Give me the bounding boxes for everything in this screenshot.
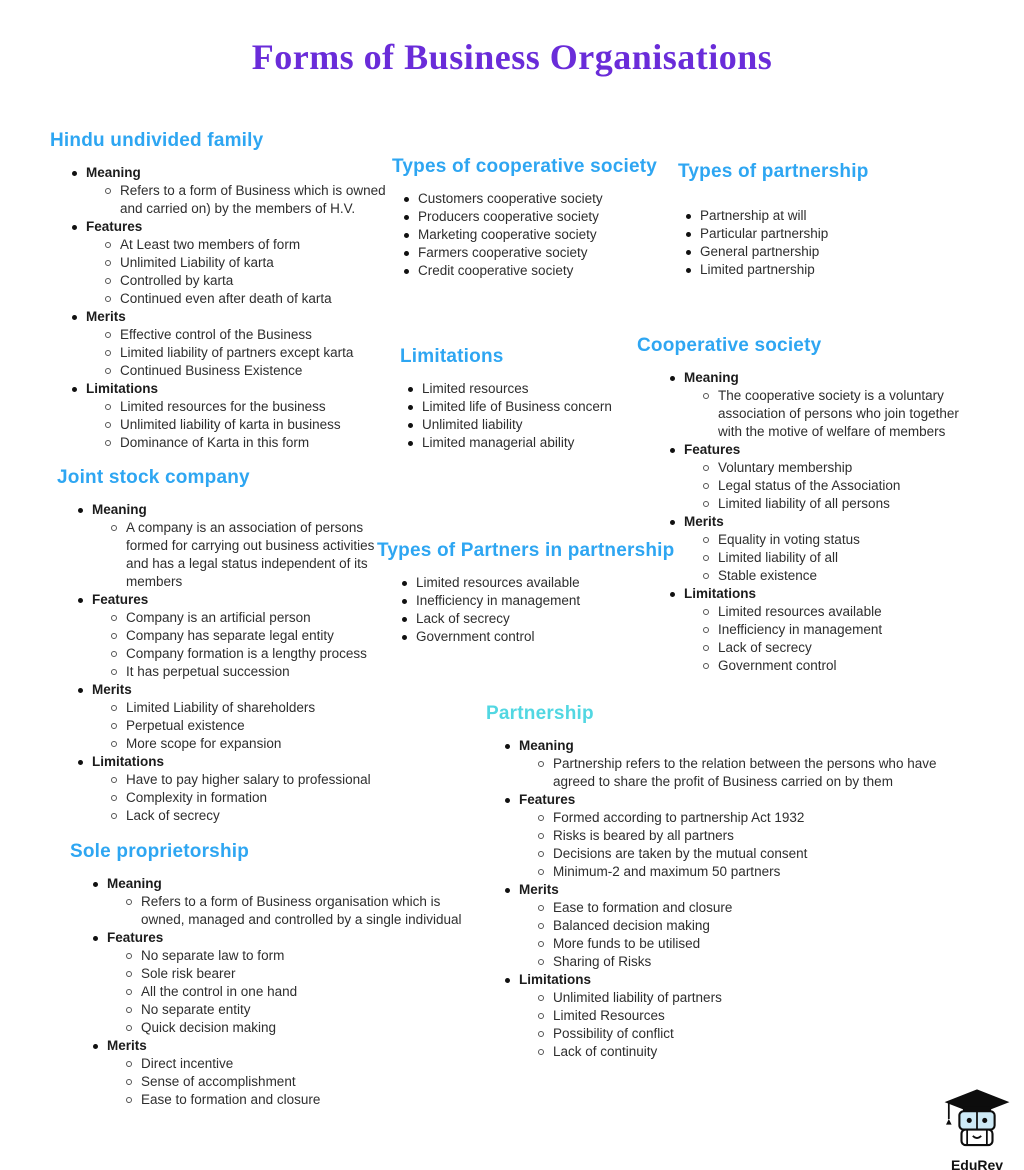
bullet-dot-icon	[686, 250, 691, 255]
sub-item	[505, 809, 976, 827]
open-circle-bullet-icon	[538, 959, 544, 965]
open-circle-bullet-icon	[703, 645, 709, 651]
open-circle-bullet-icon	[126, 953, 132, 959]
sub-item	[505, 1007, 976, 1025]
list-item	[404, 208, 692, 226]
section-heading: Cooperative society	[637, 335, 822, 356]
sub-item	[78, 663, 392, 681]
bullet-dot-icon	[408, 441, 413, 446]
bullet-dot-icon	[72, 225, 77, 230]
sub-item	[72, 434, 402, 452]
section-heading: Types of cooperative society	[392, 156, 658, 177]
sub-item	[505, 845, 976, 863]
bullet-dot-icon	[686, 232, 691, 237]
group-label-label: Meaning	[684, 370, 739, 385]
group-label-label: Limitations	[86, 381, 159, 396]
open-circle-bullet-icon	[126, 1097, 132, 1103]
sub-item-label: Sharing of Risks	[553, 954, 652, 969]
sub-item	[93, 1055, 470, 1073]
list-item-label: Customers cooperative society	[418, 191, 603, 206]
sub-item-label: Refers to a form of Business which is owned and carried on) by the members of H.V.	[120, 183, 386, 216]
sub-item-label: Unlimited Liability of karta	[120, 255, 274, 270]
sub-item	[72, 416, 402, 434]
open-circle-bullet-icon	[538, 815, 544, 821]
open-circle-bullet-icon	[105, 332, 111, 338]
sub-item-label: Limited Resources	[553, 1008, 665, 1023]
list-item-label: Inefficiency in management	[416, 593, 581, 608]
open-circle-bullet-icon	[538, 833, 544, 839]
bullet-dot-icon	[670, 376, 675, 381]
group-label-label: Limitations	[92, 754, 165, 769]
sub-item-label: Complexity in formation	[126, 790, 268, 805]
bullet-dot-icon	[78, 508, 83, 513]
section-sole-proprietorship	[70, 841, 470, 1109]
list-item-label: Lack of secrecy	[416, 611, 510, 626]
sub-item	[505, 1043, 976, 1061]
sub-item	[505, 863, 976, 881]
bullet-dot-icon	[93, 882, 98, 887]
open-circle-bullet-icon	[538, 1013, 544, 1019]
sub-item-label: Dominance of Karta in this form	[120, 435, 310, 450]
section-types-of-cooperative-society	[392, 156, 692, 280]
open-circle-bullet-icon	[105, 188, 111, 194]
list-item	[686, 243, 958, 261]
sub-item-label: Continued even after death of karta	[120, 291, 332, 306]
bullet-dot-icon	[404, 197, 409, 202]
section-hindu-undivided-family	[50, 130, 402, 452]
list-item-label: Unlimited liability	[422, 417, 523, 432]
sub-item	[72, 362, 402, 380]
sub-item	[505, 989, 976, 1007]
sub-item-label: Limited liability of all persons	[718, 496, 890, 511]
sub-item	[93, 1073, 470, 1091]
sub-item	[78, 609, 392, 627]
group-label	[670, 513, 972, 531]
section-content	[392, 190, 692, 280]
group-label-label: Merits	[684, 514, 724, 529]
sub-item-label: A company is an association of persons formed for carrying out business activities and has a legal status independent of its members	[126, 520, 375, 589]
list-item-label: Limited resources available	[416, 575, 580, 590]
bullet-dot-icon	[408, 423, 413, 428]
bullet-dot-icon	[402, 635, 407, 640]
list-item	[686, 225, 958, 243]
sub-item-label: Lack of secrecy	[126, 808, 220, 823]
section-content	[486, 737, 976, 1061]
open-circle-bullet-icon	[105, 368, 111, 374]
open-circle-bullet-icon	[105, 296, 111, 302]
open-circle-bullet-icon	[538, 905, 544, 911]
sub-item	[670, 459, 972, 477]
group-label-label: Features	[107, 930, 164, 945]
list-item-label: Limited managerial ability	[422, 435, 575, 450]
section-content	[50, 164, 402, 452]
open-circle-bullet-icon	[703, 465, 709, 471]
sub-item-label: Minimum-2 and maximum 50 partners	[553, 864, 781, 879]
sub-item	[78, 699, 392, 717]
bullet-dot-icon	[404, 269, 409, 274]
sub-item-label: Ease to formation and closure	[141, 1092, 321, 1107]
list-item-label: Farmers cooperative society	[418, 245, 588, 260]
open-circle-bullet-icon	[538, 851, 544, 857]
sub-item-label: Formed according to partnership Act 1932	[553, 810, 805, 825]
open-circle-bullet-icon	[111, 525, 117, 531]
sub-item	[78, 771, 392, 789]
open-circle-bullet-icon	[703, 663, 709, 669]
bullet-dot-icon	[72, 171, 77, 176]
section-heading: Types of partnership	[678, 161, 869, 182]
open-circle-bullet-icon	[111, 723, 117, 729]
group-label	[670, 585, 972, 603]
sub-item	[505, 899, 976, 917]
sub-item-label: Direct incentive	[141, 1056, 234, 1071]
sub-item	[93, 1001, 470, 1019]
open-circle-bullet-icon	[105, 422, 111, 428]
list-item-label: Limited life of Business concern	[422, 399, 612, 414]
sub-item-label: Lack of continuity	[553, 1044, 658, 1059]
sub-item	[670, 531, 972, 549]
group-label	[505, 971, 976, 989]
bullet-dot-icon	[686, 214, 691, 219]
bullet-dot-icon	[670, 592, 675, 597]
list-item-label: Producers cooperative society	[418, 209, 599, 224]
open-circle-bullet-icon	[105, 242, 111, 248]
group-label-label: Limitations	[519, 972, 592, 987]
sub-item-label: It has perpetual succession	[126, 664, 290, 679]
open-circle-bullet-icon	[126, 1025, 132, 1031]
section-types-of-partners-in-partnership	[377, 540, 677, 646]
section-heading: Limitations	[400, 346, 504, 367]
sub-item	[670, 549, 972, 567]
open-circle-bullet-icon	[703, 573, 709, 579]
sub-item	[72, 236, 402, 254]
list-item-label: Marketing cooperative society	[418, 227, 597, 242]
sub-item-label: More funds to be utilised	[553, 936, 701, 951]
bullet-dot-icon	[670, 448, 675, 453]
group-label	[78, 591, 392, 609]
open-circle-bullet-icon	[111, 777, 117, 783]
group-label-label: Meaning	[519, 738, 574, 753]
open-circle-bullet-icon	[126, 899, 132, 905]
group-label	[505, 881, 976, 899]
sub-item	[72, 182, 402, 218]
open-circle-bullet-icon	[538, 1031, 544, 1037]
sub-item	[93, 947, 470, 965]
open-circle-bullet-icon	[538, 869, 544, 875]
bullet-dot-icon	[402, 581, 407, 586]
sub-item	[72, 290, 402, 308]
sub-item-label: All the control in one hand	[141, 984, 298, 999]
list-item-label: Partnership at will	[700, 208, 807, 223]
sub-item-label: Unlimited liability of karta in business	[120, 417, 341, 432]
sub-item	[93, 965, 470, 983]
section-content	[637, 369, 972, 675]
bullet-dot-icon	[402, 617, 407, 622]
sub-item-label: Ease to formation and closure	[553, 900, 733, 915]
sub-item-label: Partnership refers to the relation between the persons who have agreed to share the profit of Business carried on by them	[553, 756, 937, 789]
group-label	[505, 737, 976, 755]
sub-item-label: Limited resources available	[718, 604, 882, 619]
open-circle-bullet-icon	[703, 537, 709, 543]
bullet-dot-icon	[670, 520, 675, 525]
bullet-dot-icon	[404, 251, 409, 256]
section-cooperative-society	[637, 335, 972, 675]
section-partnership	[486, 703, 976, 1061]
bullet-dot-icon	[93, 936, 98, 941]
group-label-label: Merits	[107, 1038, 147, 1053]
sub-item-label: Have to pay higher salary to professional	[126, 772, 371, 787]
group-label	[78, 753, 392, 771]
sub-item	[670, 567, 972, 585]
sub-item-label: Stable existence	[718, 568, 818, 583]
sub-item-label: Continued Business Existence	[120, 363, 303, 378]
open-circle-bullet-icon	[111, 795, 117, 801]
open-circle-bullet-icon	[126, 1007, 132, 1013]
list-item-label: Limited partnership	[700, 262, 815, 277]
sub-item-label: Controlled by karta	[120, 273, 234, 288]
sub-item-label: At Least two members of form	[120, 237, 301, 252]
sub-item	[670, 657, 972, 675]
sub-item	[78, 735, 392, 753]
open-circle-bullet-icon	[105, 350, 111, 356]
sub-item-label: No separate entity	[141, 1002, 251, 1017]
group-label-label: Features	[86, 219, 143, 234]
bullet-dot-icon	[505, 978, 510, 983]
sub-item-label: Possibility of conflict	[553, 1026, 674, 1041]
sub-item-label: Legal status of the Association	[718, 478, 901, 493]
list-item-label: Credit cooperative society	[418, 263, 574, 278]
section-content	[57, 501, 392, 825]
graduation-cap-mascot-icon	[941, 1088, 1013, 1150]
sub-item-label: Lack of secrecy	[718, 640, 812, 655]
list-item	[404, 226, 692, 244]
section-heading: Types of Partners in partnership	[377, 540, 675, 561]
list-item-label: Government control	[416, 629, 535, 644]
bullet-dot-icon	[404, 233, 409, 238]
open-circle-bullet-icon	[703, 609, 709, 615]
open-circle-bullet-icon	[105, 278, 111, 284]
open-circle-bullet-icon	[703, 393, 709, 399]
open-circle-bullet-icon	[126, 1061, 132, 1067]
list-item	[402, 628, 677, 646]
bullet-dot-icon	[505, 798, 510, 803]
list-item	[402, 574, 677, 592]
section-heading: Sole proprietorship	[70, 841, 250, 862]
section-types-of-partnership	[678, 161, 958, 279]
open-circle-bullet-icon	[703, 501, 709, 507]
group-label	[93, 929, 470, 947]
open-circle-bullet-icon	[126, 989, 132, 995]
sub-item-label: Voluntary membership	[718, 460, 853, 475]
sub-item-label: The cooperative society is a voluntary association of persons who join together with the motive of welfare of members	[718, 388, 959, 439]
group-label	[72, 164, 402, 182]
sub-item	[93, 893, 470, 929]
sub-item-label: Risks is beared by all partners	[553, 828, 734, 843]
bullet-dot-icon	[505, 888, 510, 893]
sub-item-label: Limited liability of partners except karta	[120, 345, 354, 360]
group-label	[670, 369, 972, 387]
open-circle-bullet-icon	[703, 627, 709, 633]
list-item	[402, 610, 677, 628]
open-circle-bullet-icon	[538, 1049, 544, 1055]
sub-item	[505, 935, 976, 953]
list-item	[402, 592, 677, 610]
sub-item	[93, 983, 470, 1001]
group-label	[72, 380, 402, 398]
group-label-label: Meaning	[107, 876, 162, 891]
sub-item	[670, 477, 972, 495]
sub-item-label: Decisions are taken by the mutual consent	[553, 846, 808, 861]
edurev-logo	[936, 1088, 1018, 1170]
sub-item-label: Quick decision making	[141, 1020, 277, 1035]
sub-item	[505, 755, 976, 791]
sub-item	[78, 717, 392, 735]
list-item	[686, 207, 958, 225]
sub-item	[78, 789, 392, 807]
bullet-dot-icon	[72, 387, 77, 392]
open-circle-bullet-icon	[111, 615, 117, 621]
bullet-dot-icon	[505, 744, 510, 749]
sub-item	[72, 344, 402, 362]
section-content	[678, 207, 958, 279]
open-circle-bullet-icon	[105, 404, 111, 410]
bullet-dot-icon	[93, 1044, 98, 1049]
edurev-logo-label: EduRev	[950, 1157, 1004, 1170]
group-label	[72, 308, 402, 326]
group-label-label: Meaning	[92, 502, 147, 517]
sub-item-label: Limited liability of all	[718, 550, 839, 565]
section-heading: Hindu undivided family	[50, 130, 264, 151]
group-label-label: Features	[684, 442, 741, 457]
open-circle-bullet-icon	[703, 483, 709, 489]
group-label	[93, 875, 470, 893]
sub-item	[505, 1025, 976, 1043]
sub-item-label: Unlimited liability of partners	[553, 990, 722, 1005]
sub-item	[670, 387, 972, 441]
bullet-dot-icon	[408, 387, 413, 392]
sub-item	[93, 1019, 470, 1037]
open-circle-bullet-icon	[111, 669, 117, 675]
sub-item	[78, 627, 392, 645]
group-label-label: Meaning	[86, 165, 141, 180]
sub-item	[670, 603, 972, 621]
open-circle-bullet-icon	[538, 995, 544, 1001]
list-item	[686, 261, 958, 279]
group-label	[78, 501, 392, 519]
sub-item-label: Company has separate legal entity	[126, 628, 334, 643]
open-circle-bullet-icon	[538, 941, 544, 947]
sub-item	[505, 953, 976, 971]
sub-item	[72, 326, 402, 344]
section-joint-stock-company	[57, 467, 392, 825]
sub-item-label: Inefficiency in management	[718, 622, 883, 637]
open-circle-bullet-icon	[111, 813, 117, 819]
group-label	[93, 1037, 470, 1055]
list-item-label: Particular partnership	[700, 226, 829, 241]
sub-item-label: Refers to a form of Business organisation which is owned, managed and controlled by a single individual	[141, 894, 462, 927]
sub-item-label: No separate law to form	[141, 948, 285, 963]
sub-item-label: Limited resources for the business	[120, 399, 326, 414]
group-label-label: Features	[519, 792, 576, 807]
sub-item-label: Sole risk bearer	[141, 966, 236, 981]
open-circle-bullet-icon	[111, 633, 117, 639]
section-content	[377, 574, 677, 646]
sub-item	[72, 272, 402, 290]
sub-item	[72, 254, 402, 272]
sub-item	[93, 1091, 470, 1109]
open-circle-bullet-icon	[126, 971, 132, 977]
bullet-dot-icon	[404, 215, 409, 220]
bullet-dot-icon	[402, 599, 407, 604]
open-circle-bullet-icon	[111, 741, 117, 747]
group-label	[670, 441, 972, 459]
list-item-label: Limited resources	[422, 381, 529, 396]
sub-item-label: Limited Liability of shareholders	[126, 700, 316, 715]
group-label-label: Merits	[519, 882, 559, 897]
list-item	[404, 244, 692, 262]
section-heading: Joint stock company	[57, 467, 250, 488]
sub-item	[78, 519, 392, 591]
bullet-dot-icon	[78, 688, 83, 693]
sub-item	[78, 645, 392, 663]
sub-item-label: Effective control of the Business	[120, 327, 312, 342]
open-circle-bullet-icon	[538, 923, 544, 929]
group-label	[72, 218, 402, 236]
page-title: Forms of Business Organisations	[251, 37, 773, 77]
group-label	[505, 791, 976, 809]
sub-item	[670, 495, 972, 513]
sub-item-label: Company formation is a lengthy process	[126, 646, 367, 661]
bullet-dot-icon	[78, 760, 83, 765]
sub-item	[72, 398, 402, 416]
bullet-dot-icon	[72, 315, 77, 320]
sub-item	[670, 639, 972, 657]
sub-item-label: Balanced decision making	[553, 918, 710, 933]
list-item	[404, 190, 692, 208]
open-circle-bullet-icon	[111, 705, 117, 711]
list-item-label: General partnership	[700, 244, 820, 259]
group-label-label: Merits	[86, 309, 126, 324]
list-item	[404, 262, 692, 280]
open-circle-bullet-icon	[111, 651, 117, 657]
open-circle-bullet-icon	[703, 555, 709, 561]
section-heading: Partnership	[486, 703, 594, 724]
sub-item-label: Perpetual existence	[126, 718, 245, 733]
open-circle-bullet-icon	[126, 1079, 132, 1085]
sub-item	[505, 917, 976, 935]
sub-item-label: Company is an artificial person	[126, 610, 311, 625]
group-label	[78, 681, 392, 699]
sub-item	[505, 827, 976, 845]
sub-item-label: Government control	[718, 658, 837, 673]
sub-item-label: More scope for expansion	[126, 736, 282, 751]
group-label-label: Merits	[92, 682, 132, 697]
sub-item-label: Equality in voting status	[718, 532, 860, 547]
section-content	[70, 875, 470, 1109]
group-label-label: Limitations	[684, 586, 757, 601]
bullet-dot-icon	[686, 268, 691, 273]
group-label-label: Features	[92, 592, 149, 607]
sub-item-label: Sense of accomplishment	[141, 1074, 296, 1089]
sub-item	[78, 807, 392, 825]
sub-item	[670, 621, 972, 639]
bullet-dot-icon	[78, 598, 83, 603]
open-circle-bullet-icon	[538, 761, 544, 767]
open-circle-bullet-icon	[105, 440, 111, 446]
open-circle-bullet-icon	[105, 260, 111, 266]
bullet-dot-icon	[408, 405, 413, 410]
